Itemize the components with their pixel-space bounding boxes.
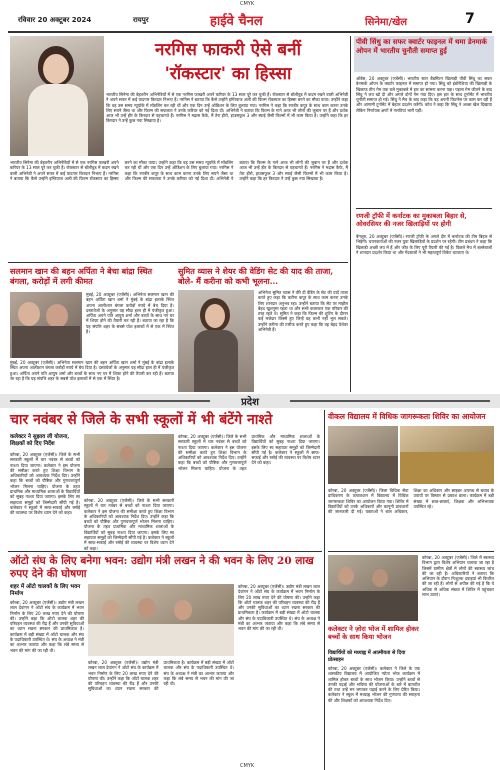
nashta-body-1: कोरबा, 20 अक्टूबर (एजेंसी)। जिले के सभी सरकारी स्कूलों में चार नवंबर से बच्चों को नाश्ता दिया जाएगा। कलेक्टर ने इस योजना की समीक्षा करते हुए शिक्षा विभाग के अधिकारियों को आवश्यक निर्देश दिए। उन्होंने कहा कि बच्चों को पौष्टिक और गुणवत्तापूर्ण भोजन मिलना चाहिए। योजना के तहत प्राथमिक और माध्यमिक शालाओं के विद्यार्थियों को सुबह नाश्ता दिया जाएगा। इसके लिए स्व सहायता समूहों को जिम्मेदारी सौंपी गई है। कलेक्टर ने स्कूलों में साफ-सफाई और रसोई की व्यवस्था पर विशेष ध्यान देने को कहा। [10,452,80,516]
bhojan-headline: कलेक्टर ने ज़ोरा भोज में शामिल होकर बच्चों के साथ किया भोजन [328,625,419,641]
mid-divider [8,262,348,263]
sumit-headline: सुमित व्यास ने शेयर की वेडिंग सेट की याद की ताजा, बोले- मैं करीना को कभी भूलना... [178,266,334,286]
arpita-body-continued: मुंबई, 20 अक्टूबर (एजेंसी)। अभिनेता सलमान खान की बहन अर्पिता खान शर्मा ने मुंबई के बांद्रा इलाके स्थित अपना आलीशान बंगला करोड़ों रुपये में बेच दिया है। दस्तावेजों के अनुसार यह सौदा हाल ही में पंजीकृत हुआ। अर्पिता अपने पति आयुष शर्मा और बच्चों के साथ नए घर में शिफ्ट होने की तैयारी कर रही हैं। बताया जा रहा है कि यह संपत्ति शहर के सबसे पॉश इलाकों में से एक में स्थित है। [10,360,174,381]
sindhu-headline: पीवी सिंधु का सफर क्वार्टर फाइनल में थमा डेनमार्क ओपन में भारतीय चुनौती समाप्त हुई [356,37,487,55]
arpita-headline: सलमान खान की बहन अर्पिता ने बेचा बांद्रा स्थित बंगला, करोड़ों में लगी कीमत [10,266,153,286]
auto-divider [8,551,322,552]
jagrukta-photo-1 [328,426,398,484]
nashta-photo [84,434,174,494]
jagrukta-photo-2 [400,426,494,484]
page-header [0,8,500,30]
newspaper-brand [210,11,263,29]
nargis-photo [10,36,104,156]
ranji-headline: रणजी ट्रॉफी में कर्नाटक का मुकाबला बिहार से, ओवरसियर की नजर खिलाड़ियों पर होगी [356,212,467,228]
jagrukta-body: कोरबा, 20 अक्टूबर (एजेंसी)। जिला विधिक सेवा प्राधिकरण के तत्वावधान में विद्यालय में विधिक जागरूकता शिविर का आयोजन किया गया। शिविर में विद्यार्थियों को उनके अधिकारों और कानूनी प्रावधानों की जानकारी दी गई। वक्ताओं ने बाल अधिकार, शिक्षा का अधिकार और साइबर अपराध से बचाव के उपायों पर विस्तार से प्रकाश डाला। कार्यक्रम में बड़ी संख्या में छात्र-छात्राएं, शिक्षक और अभिभावक उपस्थित रहे। [328,488,494,515]
bhojan-photo [328,555,418,621]
auto-photo [88,584,234,656]
sindhu-body: ओडेंस, 20 अक्टूबर (एजेंसी)। भारतीय स्टार बैडमिंटन खिलाड़ी पीवी सिंधु का सफर डेनमार्क ओपन के क्वार्टर फाइनल में समाप्त हो गया। सिंधु को इंडोनेशिया की खिलाड़ी के खिलाफ तीन गेम तक चले मुकाबले में हार का सामना करना पड़ा। पहला गेम जीतने के बाद सिंधु ने लय खो दी और अगले दोनों गेम गंवा दिए। इस हार के साथ टूर्नामेंट में भारतीय चुनौती समाप्त हो गई। सिंधु ने मैच के बाद कहा कि वह अपनी फिटनेस पर काम कर रही हैं और आगामी टूर्नामेंट में बेहतर प्रदर्शन करेंगी। कोच ने कहा कि सिंधु ने अच्छा खेल दिखाया लेकिन निर्णायक क्षणों में गलतियां भारी पड़ीं। [356,76,492,113]
auto-subhead: शहर में ऑटो चालकों के लिए भवन निर्माण [10,584,81,597]
nashta-body-2: कोरबा, 20 अक्टूबर (एजेंसी)। जिले के सभी सरकारी स्कूलों में चार नवंबर से बच्चों को नाश्ता दिया जाएगा। कलेक्टर ने इस योजना की समीक्षा करते हुए शिक्षा विभाग के अधिकारियों को आवश्यक निर्देश दिए। उन्होंने कहा कि बच्चों को पौष्टिक और गुणवत्तापूर्ण भोजन मिलना चाहिए। योजना के तहत प्राथमिक और माध्यमिक शालाओं के विद्यार्थियों को सुबह नाश्ता दिया जाएगा। इसके लिए स्व सहायता समूहों को जिम्मेदारी सौंपी गई है। कलेक्टर ने स्कूलों में साफ-सफाई और रसोई की व्यवस्था पर विशेष ध्यान देने को कहा। [84,498,174,551]
auto-body-1: कोरबा, 20 अक्टूबर (एजेंसी)। उद्योग मंत्री लखन लाल देवांगन ने ऑटो संघ के कार्यक्रम में भवन निर्माण के लिए 20 लाख रुपए देने की घोषणा की। उन्होंने कहा कि ऑटो चालक शहर की परिवहन व्यवस्था की रीढ़ हैं और उनकी सुविधाओं का ध्यान रखना सरकार की प्राथमिकता है। कार्यक्रम में बड़ी संख्या में ऑटो चालक और संघ के पदाधिकारी उपस्थित थे। संघ के अध्यक्ष ने मंत्री का आभार जताया और कहा कि लंबे समय से भवन की मांग की जा रही थी। [10,600,84,653]
ranji-body: बेंगलुरु, 20 अक्टूबर (एजेंसी)। रणजी ट्रॉफी के अगले दौर में कर्नाटक की टीम बिहार से भिड़ेगी। चयनकर्ताओं की नजर युवा खिलाड़ियों के प्रदर्शन पर रहेगी। टीम प्रबंधन ने कहा कि खिलाड़ी अच्छी लय में हैं और जीत के लिए पूरी तैयारी की गई है। पिछले मैच में बल्लेबाजों ने शानदार प्रदर्शन किया था और गेंदबाजों ने भी महत्वपूर्ण विकेट चटकाए थे। [356,234,492,255]
brand-part-a: हाईवे [210,14,234,29]
nashta-body-3: कोरबा, 20 अक्टूबर (एजेंसी)। जिले के सभी सरकारी स्कूलों में चार नवंबर से बच्चों को नाश्ता दिया जाएगा। कलेक्टर ने इस योजना की समीक्षा करते हुए शिक्षा विभाग के अधिकारियों को आवश्यक निर्देश दिए। उन्होंने कहा कि बच्चों को पौष्टिक और गुणवत्तापूर्ण भोजन मिलना चाहिए। योजना के तहत प्राथमिक और माध्यमिक शालाओं के विद्यार्थियों को सुबह नाश्ता दिया जाएगा। इसके लिए स्व सहायता समूहों को जिम्मेदारी सौंपी गई है। कलेक्टर ने स्कूलों में साफ-सफाई और रसोई की व्यवस्था पर विशेष ध्यान देने को कहा। [178,434,320,471]
auto-headline: ऑटो संघ के लिए बनेगा भवन: उद्योग मंत्री लखन ने की भवन के लिए 20 लाख रुपए देने की घोषणा [10,555,314,580]
issue-date: रविवार 20 अक्टूबर 2024 [18,16,92,24]
lead-body: भारतीय सिनेमा की बेहतरीन अभिनेत्रियों में से एक नरगिस फाखरी अपने करियर के 13 साल पूरे कर चुकी हैं। रॉकस्टार से बॉलीवुड में कदम रखने वाली अभिनेत्री ने अपने सफर में कई यादगार किरदार निभाए हैं। नरगिस ने बताया कि कैसे उन्होंने इम्तियाज अली की फिल्म रॉकस्टार का हिस्सा बनने का मौका पाया। उन्होंने कहा कि वह उस समय न्यूयॉर्क में मॉडलिंग कर रही थीं और एक दिन उन्हें ऑडिशन के लिए बुलाया गया। नरगिस ने कहा कि रणबीर कपूर के साथ काम करना उनके लिए सपने जैसा था और फिल्म की सफलता ने उनके करियर को नई दिशा दी। अभिनेत्री ने बताया कि फिल्म के गाने आज भी लोगों की जुबान पर हैं और दर्शक आज भी उन्हें हीर के किरदार से पहचानते हैं। नरगिस ने मद्रास कैफे, मैं तेरा हीरो, हाउसफुल 3 और स्पाई जैसी फिल्मों में भी काम किया है। उन्होंने कहा कि हर किरदार ने उन्हें कुछ नया सिखाया है। [106,92,348,124]
edition-city: रायपुर [133,16,149,24]
kareena-photo [178,290,254,392]
cmyk-mark-bottom: CMYK [240,763,255,769]
lead-body-continued: भारतीय सिनेमा की बेहतरीन अभिनेत्रियों में से एक नरगिस फाखरी अपने करियर के 13 साल पूरे कर चुकी हैं। रॉकस्टार से बॉलीवुड में कदम रखने वाली अभिनेत्री ने अपने सफर में कई यादगार किरदार निभाए हैं। नरगिस ने बताया कि कैसे उन्होंने इम्तियाज अली की फिल्म रॉकस्टार का हिस्सा बनने का मौका पाया। उन्होंने कहा कि वह उस समय न्यूयॉर्क में मॉडलिंग कर रही थीं और एक दिन उन्हें ऑडिशन के लिए बुलाया गया। नरगिस ने कहा कि रणबीर कपूर के साथ काम करना उनके लिए सपने जैसा था और फिल्म की सफलता ने उनके करियर को नई दिशा दी। अभिनेत्री ने बताया कि फिल्म के गाने आज भी लोगों की जुबान पर हैं और दर्शक आज भी उन्हें हीर के किरदार से पहचानते हैं। नरगिस ने मद्रास कैफे, मैं तेरा हीरो, हाउसफुल 3 और स्पाई जैसी फिल्मों में भी काम किया है। उन्होंने कहा कि हर किरदार ने उन्हें कुछ नया सिखाया है। [10,160,348,181]
column-divider [350,36,351,392]
arpita-body: मुंबई, 20 अक्टूबर (एजेंसी)। अभिनेता सलमान खान की बहन अर्पिता खान शर्मा ने मुंबई के बांद्रा इलाके स्थित अपना आलीशान बंगला करोड़ों रुपये में बेच दिया है। दस्तावेजों के अनुसार यह सौदा हाल ही में पंजीकृत हुआ। अर्पिता अपने पति आयुष शर्मा और बच्चों के साथ नए घर में शिफ्ट होने की तैयारी कर रही हैं। बताया जा रहा है कि यह संपत्ति शहर के सबसे पॉश इलाकों में से एक में स्थित है। [86,292,174,335]
bhojan-body: कोरबा, 20 अक्टूबर (एजेंसी)। कलेक्टर ने जिले के एक शासकीय विद्यालय में आयोजित न्योता भोज कार्यक्रम में शामिल होकर बच्चों के साथ भोजन किया। उन्होंने बच्चों से उनकी पढ़ाई और भविष्य की योजनाओं के बारे में बातचीत की तथा उन्हें मन लगाकर पढ़ाई करने के लिए प्रेरित किया। कलेक्टर ने स्कूल में मध्याह्न भोजन की गुणवत्ता की सराहना की और शिक्षकों को आवश्यक निर्देश दिए। [328,666,420,703]
header-rule [8,31,492,33]
bhojan-subhead: विद्यार्थियों को मध्याह्न में आत्मीयता से दिया प्रोत्साहन [328,650,406,663]
cmyk-mark-top: CMYK [240,1,255,7]
arpita-photo [10,292,82,358]
lead-headline-2: 'रॉकस्टार' का हिस्सा [164,64,292,84]
auto-body-3: कोरबा, 20 अक्टूबर (एजेंसी)। उद्योग मंत्री लखन लाल देवांगन ने ऑटो संघ के कार्यक्रम में भवन निर्माण के लिए 20 लाख रुपए देने की घोषणा की। उन्होंने कहा कि ऑटो चालक शहर की परिवहन व्यवस्था की रीढ़ हैं और उनकी सुविधाओं का ध्यान रखना सरकार की प्राथमिकता है। कार्यक्रम में बड़ी संख्या में ऑटो चालक और संघ के पदाधिकारी उपस्थित थे। संघ के अध्यक्ष ने मंत्री का आभार जताया और कहा कि लंबे समय से भवन की मांग की जा रही थी। [238,584,320,632]
pradesh-label: प्रदेश [241,397,259,408]
lead-headline-1: नरगिस फाकरी ऐसे बनीं [155,40,301,60]
brand-part-b: चैनल [238,14,263,29]
right-divider [356,208,492,209]
section-name: सिनेमा/खेल [365,17,408,28]
pradesh-section-band [0,394,500,408]
nashta-headline: चार नवंबर से जिले के सभी स्कूलों में भी बंटेंगे नाश्ते [10,412,273,428]
sumit-body: अभिनेता सुमित व्यास ने वीरे दी वेडिंग के सेट की यादें ताजा करते हुए कहा कि करीना कपूर के साथ काम करना उनके लिए शानदार अनुभव रहा। उन्होंने बताया कि सेट पर माहौल बेहद खुशनुमा रहता था और सभी कलाकार एक परिवार की तरह रहते थे। सुमित ने कहा कि फिल्म की शूटिंग के दौरान कई मजेदार किस्से हुए जिन्हें वह कभी नहीं भूल सकते। उन्होंने करीना की तारीफ करते हुए कहा कि वह बेहद पेशेवर अभिनेत्री हैं। [258,290,348,333]
page-number: 7 [465,11,475,27]
auto-body-2: कोरबा, 20 अक्टूबर (एजेंसी)। उद्योग मंत्री लखन लाल देवांगन ने ऑटो संघ के कार्यक्रम में भवन निर्माण के लिए 20 लाख रुपए देने की घोषणा की। उन्होंने कहा कि ऑटो चालक शहर की परिवहन व्यवस्था की रीढ़ हैं और उनकी सुविधाओं का ध्यान रखना सरकार की प्राथमिकता है। कार्यक्रम में बड़ी संख्या में ऑटो चालक और संघ के पदाधिकारी उपस्थित थे। संघ के अध्यक्ष ने मंत्री का आभार जताया और कहा कि लंबे समय से भवन की मांग की जा रही थी। [88,660,234,692]
nashta-subhead: कलेक्टर ने सुझाव ली योजना, शिक्षकों को दिए निर्देश [10,434,70,447]
bhojan-divider [328,551,494,552]
lower-column-divider [324,410,325,770]
right-col-body: कोरबा, 20 अक्टूबर (एजेंसी)। जिले में स्वास्थ्य विभाग द्वारा विशेष अभियान चलाया जा रहा है जिसमें ग्रामीण क्षेत्रों में लोगों की स्वास्थ्य जांच की जा रही है। अधिकारियों ने बताया कि अभियान के दौरान निःशुल्क दवाइयां भी वितरित की जा रही हैं। लोगों से अपील की गई है कि वे अधिक से अधिक संख्या में शिविर में पहुंचकर लाभ उठाएं। [422,555,494,598]
jagrukta-headline: वीकल विद्यालय में विधिक जागरूकता शिविर का आयोजन [328,412,486,421]
